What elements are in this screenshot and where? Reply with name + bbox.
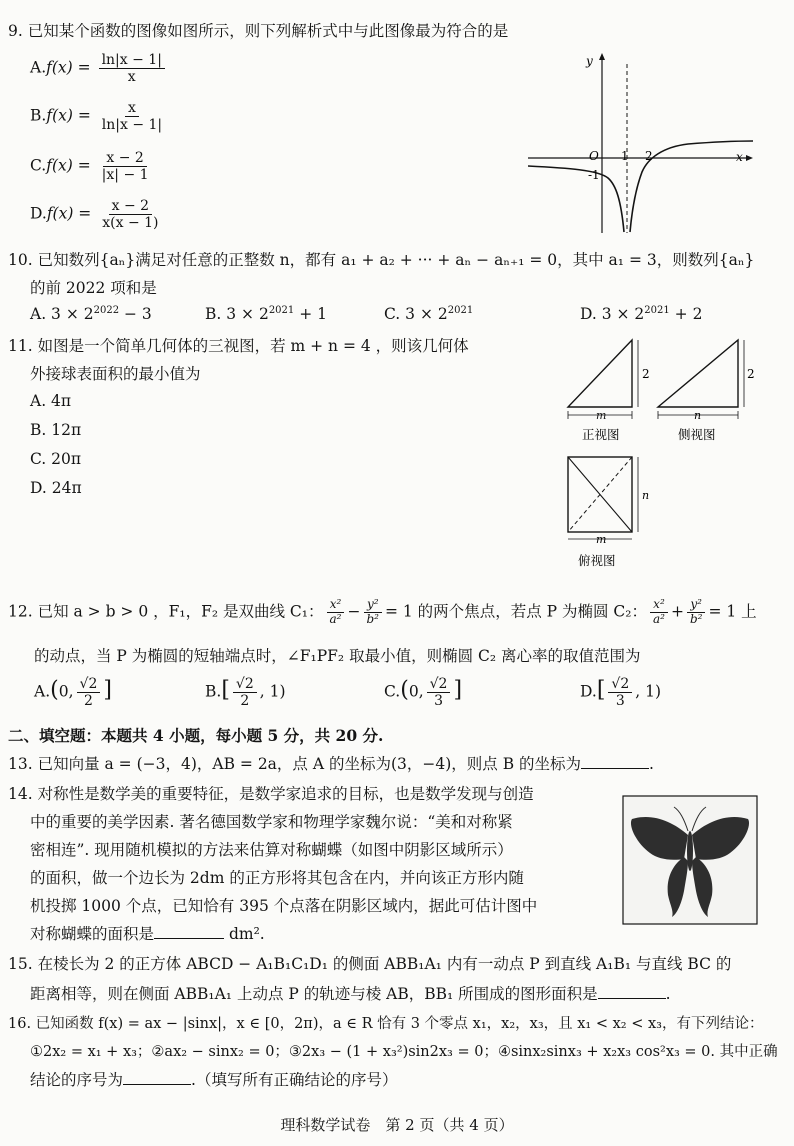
q12-option-c: C.(0, $\frac{√2}{3}$ ]	[384, 676, 463, 710]
q11-three-views	[560, 335, 760, 575]
q10-option-d: D. $3 \times 2^{2021} + 2$	[580, 305, 703, 324]
q14-line3: 密相连”. 现用随机模拟的方法来估算对称蝴蝶（如图中阴影区域所示）	[30, 841, 513, 859]
graph-tick-neg1: -1	[588, 168, 600, 182]
q12-option-d: D.[ $\frac{√2}{3}$ , 1)	[580, 676, 661, 710]
q14-butterfly-figure	[622, 795, 758, 925]
front-height-label: 2	[642, 367, 650, 381]
q11-line2: 外接球表面积的最小值为	[30, 365, 201, 383]
top-n-label: n	[642, 489, 650, 502]
q11-option-a: A. 4π	[30, 392, 72, 410]
q14-line5: 机投掷 1000 个点，已知恰有 395 个点落在阴影区域内，据此可估计图中	[30, 897, 538, 915]
q11-line1: 11. 如图是一个简单几何体的三视图，若 m + n = 4 ，则该几何体	[8, 337, 469, 355]
front-view-label: 正视图	[582, 427, 620, 442]
q12-option-a: A.(0, $\frac{√2}{2}$ ]	[34, 676, 112, 710]
q13-answer-blank[interactable]	[581, 754, 649, 769]
q11-option-b: B. 12π	[30, 421, 82, 439]
q14-line4: 的面积，做一个边长为 2dm 的正方形将其包含在内，并向该正方形内随	[30, 869, 524, 887]
q13-text: 13. 已知向量 a = (−3，4)，AB = 2a，点 A 的坐标为(3，−4)，则点 B 的坐标为 .	[8, 755, 654, 773]
front-m-label: m	[596, 409, 607, 422]
q14-line1: 14. 对称性是数学美的重要特征，是数学家追求的目标，也是数学发现与创造	[8, 785, 534, 803]
q9-option-d: D.f(x) = $\frac{x - 2}{x(x - 1)}$	[30, 198, 165, 231]
side-view-label: 侧视图	[678, 427, 716, 442]
q9-option-a: A.f(x) = $\frac{\ln|x - 1|}{x}$	[30, 52, 168, 85]
q9-stem: 9. 已知某个函数的图像如图所示，则下列解析式中与此图像最为符合的是	[8, 22, 509, 40]
q14-answer-blank[interactable]	[154, 924, 224, 939]
q9-option-a-fraction: $\frac{\ln|x - 1|}{x}$	[99, 52, 165, 85]
q11-option-d: D. 24π	[30, 479, 82, 497]
q16-answer-blank[interactable]	[123, 1070, 191, 1085]
q16-line3: 结论的序号为 .（填写所有正确结论的序号）	[30, 1071, 398, 1089]
q12-ellipse-x: $\frac{\text{x²}}{\text{a²}}$	[650, 598, 668, 627]
q15-line1: 15. 在棱长为 2 的正方体 ABCD − A₁B₁C₁D₁ 的侧面 ABB₁A₁ 内有一动点 P 到直线 A₁B₁ 与直线 BC 的	[8, 955, 732, 973]
side-n-label: n	[694, 409, 702, 422]
q12-ellipse-y: $\frac{\text{y²}}{\text{b²}}$	[687, 598, 706, 627]
q9-option-c: C.f(x) = $\frac{x - 2}{|x| - 1}$	[30, 150, 155, 183]
graph-tick-2: 2	[645, 149, 653, 163]
q10-option-a: A. $3 \times 2^{2022} - 3$	[30, 305, 152, 324]
q12-line2: 的动点，当 P 为椭圆的短轴端点时，∠F₁PF₂ 取最小值，则椭圆 C₂ 离心率的取值范围为	[34, 647, 641, 665]
q9-option-b-fraction: $\frac{x}{\ln|x - 1|}$	[101, 100, 163, 134]
q12-option-b: B.[ $\frac{√2}{2}$ , 1)	[205, 676, 286, 710]
top-view	[568, 457, 649, 568]
q16-line2: ①2x₂ = x₁ + x₃；②ax₂ − sinx₂ = 0；③2x₃ − (1 + x₃²)sin2x₃ = 0；④sinx₂sinx₃ + x₂x₃ cos²x₃ = 0. 其中正确	[30, 1044, 778, 1060]
q12-x2a2: $\frac{\text{x²}}{\text{a²}}$	[327, 598, 345, 627]
q10-line2: 的前 2022 项和是	[30, 279, 157, 297]
side-view	[658, 340, 755, 442]
q14-line2: 中的重要的美学因素. 著名德国数学家和物理学家魏尔说：“美和对称紧	[30, 813, 513, 831]
front-view	[568, 340, 650, 442]
graph-x-label: x	[736, 150, 743, 164]
q9-function-graph	[528, 50, 758, 235]
q14-line6: 对称蝴蝶的面积是 dm².	[30, 925, 265, 943]
q9-option-d-fraction: $\frac{x - 2}{x(x - 1)}$	[102, 198, 159, 232]
top-m-label: m	[596, 533, 607, 546]
q15-answer-blank[interactable]	[598, 984, 666, 999]
top-view-label: 俯视图	[578, 553, 616, 568]
q10-line1: 10. 已知数列{aₙ}满足对任意的正整数 n，都有 a₁ + a₂ + ··· + aₙ − aₙ₊₁ = 0，其中 a₁ = 3，则数列{aₙ}	[8, 251, 755, 269]
q12-y2b2: $\frac{\text{y²}}{\text{b²}}$	[363, 598, 382, 627]
graph-tick-1: 1	[621, 149, 629, 163]
q10-option-c: C. $3 \times 2^{2021}$	[384, 305, 474, 324]
side-height-label: 2	[747, 367, 755, 381]
graph-origin-label: O	[589, 149, 599, 163]
page-footer: 理科数学试卷 第 2 页（共 4 页）	[280, 1116, 514, 1134]
q10-option-b: B. $3 \times 2^{2021} + 1$	[205, 305, 327, 324]
q9-option-c-fraction: $\frac{x - 2}{|x| - 1}$	[101, 150, 149, 184]
q11-option-c: C. 20π	[30, 450, 82, 468]
graph-y-label: y	[586, 54, 593, 68]
section-2-heading: 二、填空题：本题共 4 小题，每小题 5 分，共 20 分.	[8, 726, 384, 745]
q12-line1: 12. 已知 a > b > 0 ，F₁，F₂ 是双曲线 C₁： $\frac{\text{x²}}{\text{a²}}$ − $\frac{\text{y²}}{\text{b²}}$ = 1 的两个焦点，若点 P 为椭圆 C₂： $\frac{\text{x²}}{\text{a²}}$ + $\frac{\text{y²}}{\text{b²}}$ = 1 上	[8, 597, 757, 626]
q9-option-b: B.f(x) = $\frac{x}{\ln|x - 1|}$	[30, 100, 168, 133]
q15-line2: 距离相等，则在侧面 ABB₁A₁ 上动点 P 的轨迹与棱 AB，BB₁ 所围成的图形面积是 .	[30, 985, 671, 1003]
q16-line1: 16. 已知函数 f(x) = ax − |sinx|，x ∈ [0，2π)，a ∈ R 恰有 3 个零点 x₁，x₂，x₃，且 x₁ < x₂ < x₃，有下列结论：	[8, 1016, 764, 1032]
